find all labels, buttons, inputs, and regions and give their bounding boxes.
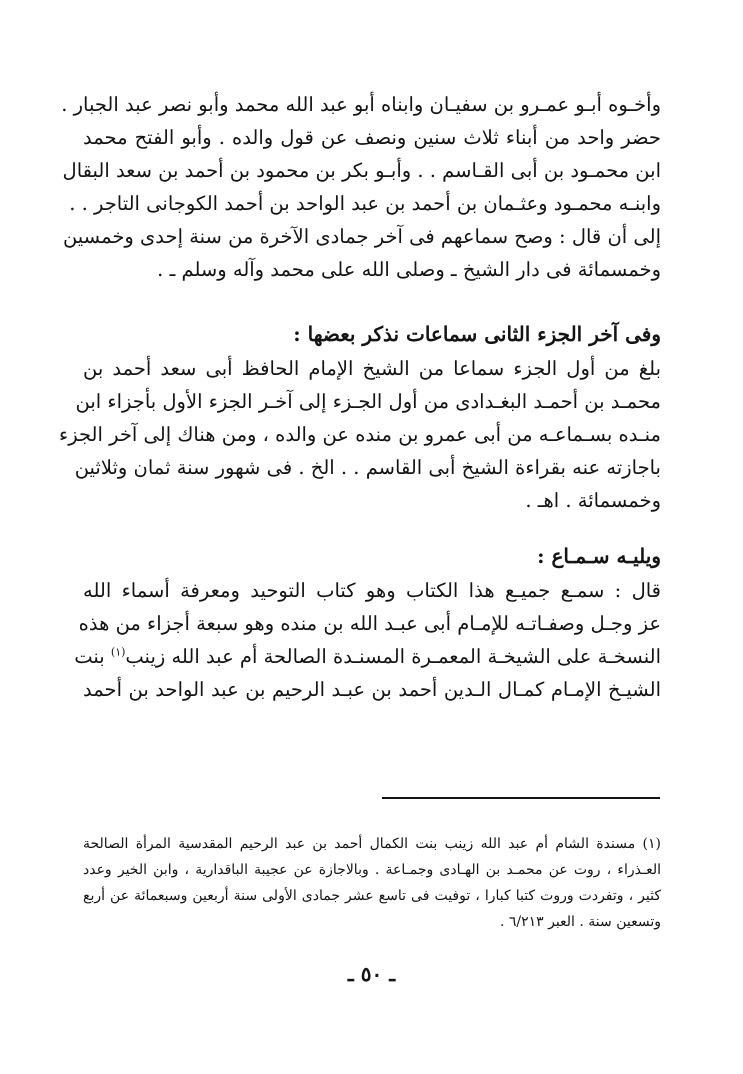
footnote-line: وتسعين سنة . العبر ٦/٢١٣ . (499, 914, 661, 930)
page-number: ـ ٥٠ ـ (347, 962, 396, 986)
text-line: وابنـه محمـود وعثـمان بن أحمد بن عبد الواحد بن أحمد الكوجانى التاجر . . (69, 192, 661, 215)
text-line: باجازته عنه بقراءة الشيخ أبى القاسم . . الخ . فى شهور سنة ثمان وثلاثين (74, 456, 661, 479)
text-line: وخمسمائة . اهـ . (525, 489, 661, 512)
text-line: منـده بسـماعـه من أبى عمرو بن منده عن والده ، ومن هناك إلى آخر الجزء (59, 423, 661, 446)
text-line: بلغ من أول الجزء سماعا من الشيخ الإمام الحافظ أبى سعد أحمد بن (83, 357, 661, 380)
text-line: عز وجـل وصفـاتـه للإمـام أبى عبـد الله بن منده وهو سبعة أجزاء من هذه (78, 612, 661, 635)
text-line: ابن محمـود بن أبى القـاسم . . وأبـو بكر بن محمود بن أحمد بن سعد البقال (62, 159, 661, 182)
text-line: حضر واحد من أبناء ثلاث سنين ونصف عن قول والده . وأبو الفتح محمد (83, 126, 661, 149)
footnote-line: كثير ، وتفردت وروت كتبا كبارا ، توفيت فى تاسع عشر جمادى الأولى سنة أربعين وسبعمائة عن أربع (83, 888, 661, 904)
footnote-line: العـذراء ، روت عن محمـد بن الهـادى وجمـاعة . وبالاجازة عن عجيبة الباقدارية ، وابن الخير وعدد (83, 862, 661, 878)
section-heading-audition: ويليـه سـمـاع : (537, 544, 661, 568)
paragraph-attendees (61, 88, 661, 286)
text-segment: بنت (74, 645, 111, 668)
text-segment: النسخـة على الشيخـة المعمـرة المسنـدة الصالحة أم عبد الله زينب (125, 645, 661, 668)
text-line: وأخـوه أبـو عمـرو بن سفيـان وابناه أبو عبد الله محمد وأبو نصر عبد الجبار . (61, 93, 661, 116)
section-heading-second-part: وفى آخر الجزء الثانى سماعات نذكر بعضها : (293, 322, 661, 346)
paragraph-second-part (59, 352, 661, 517)
text-line: إلى أن قال : وصح سماعهم فى آخر جمادى الآخرة من سنة إحدى وخمسين (62, 225, 661, 248)
footnote-line: (١) مسندة الشام أم عبد الله زينب بنت الكمال أحمد بن عبد الرحيم المقدسية المرأة الصالحة (83, 836, 661, 852)
text-line: وخمسمائة فى دار الشيخ ـ وصلى الله على محمد وآله وسلم ـ . (157, 258, 661, 281)
paragraph-audition (74, 574, 661, 706)
text-line: الشيـخ الإمـام كمـال الـدين أحمد بن عبـد الرحيم بن عبد الواحد بن أحمد (83, 678, 661, 701)
text-line (74, 640, 661, 673)
footnote-divider (382, 797, 660, 799)
text-line: محمـد بن أحمـد البغـدادى من أول الجـزء إلى آخـر الجزء الأول بأجزاء ابن (75, 390, 661, 413)
footnote (83, 831, 661, 935)
footnote-reference: (١) (110, 645, 126, 659)
text-line: قال : سمـع جميـع هذا الكتاب وهو كتاب التوحيد ومعرفة أسماء الله (83, 579, 661, 602)
